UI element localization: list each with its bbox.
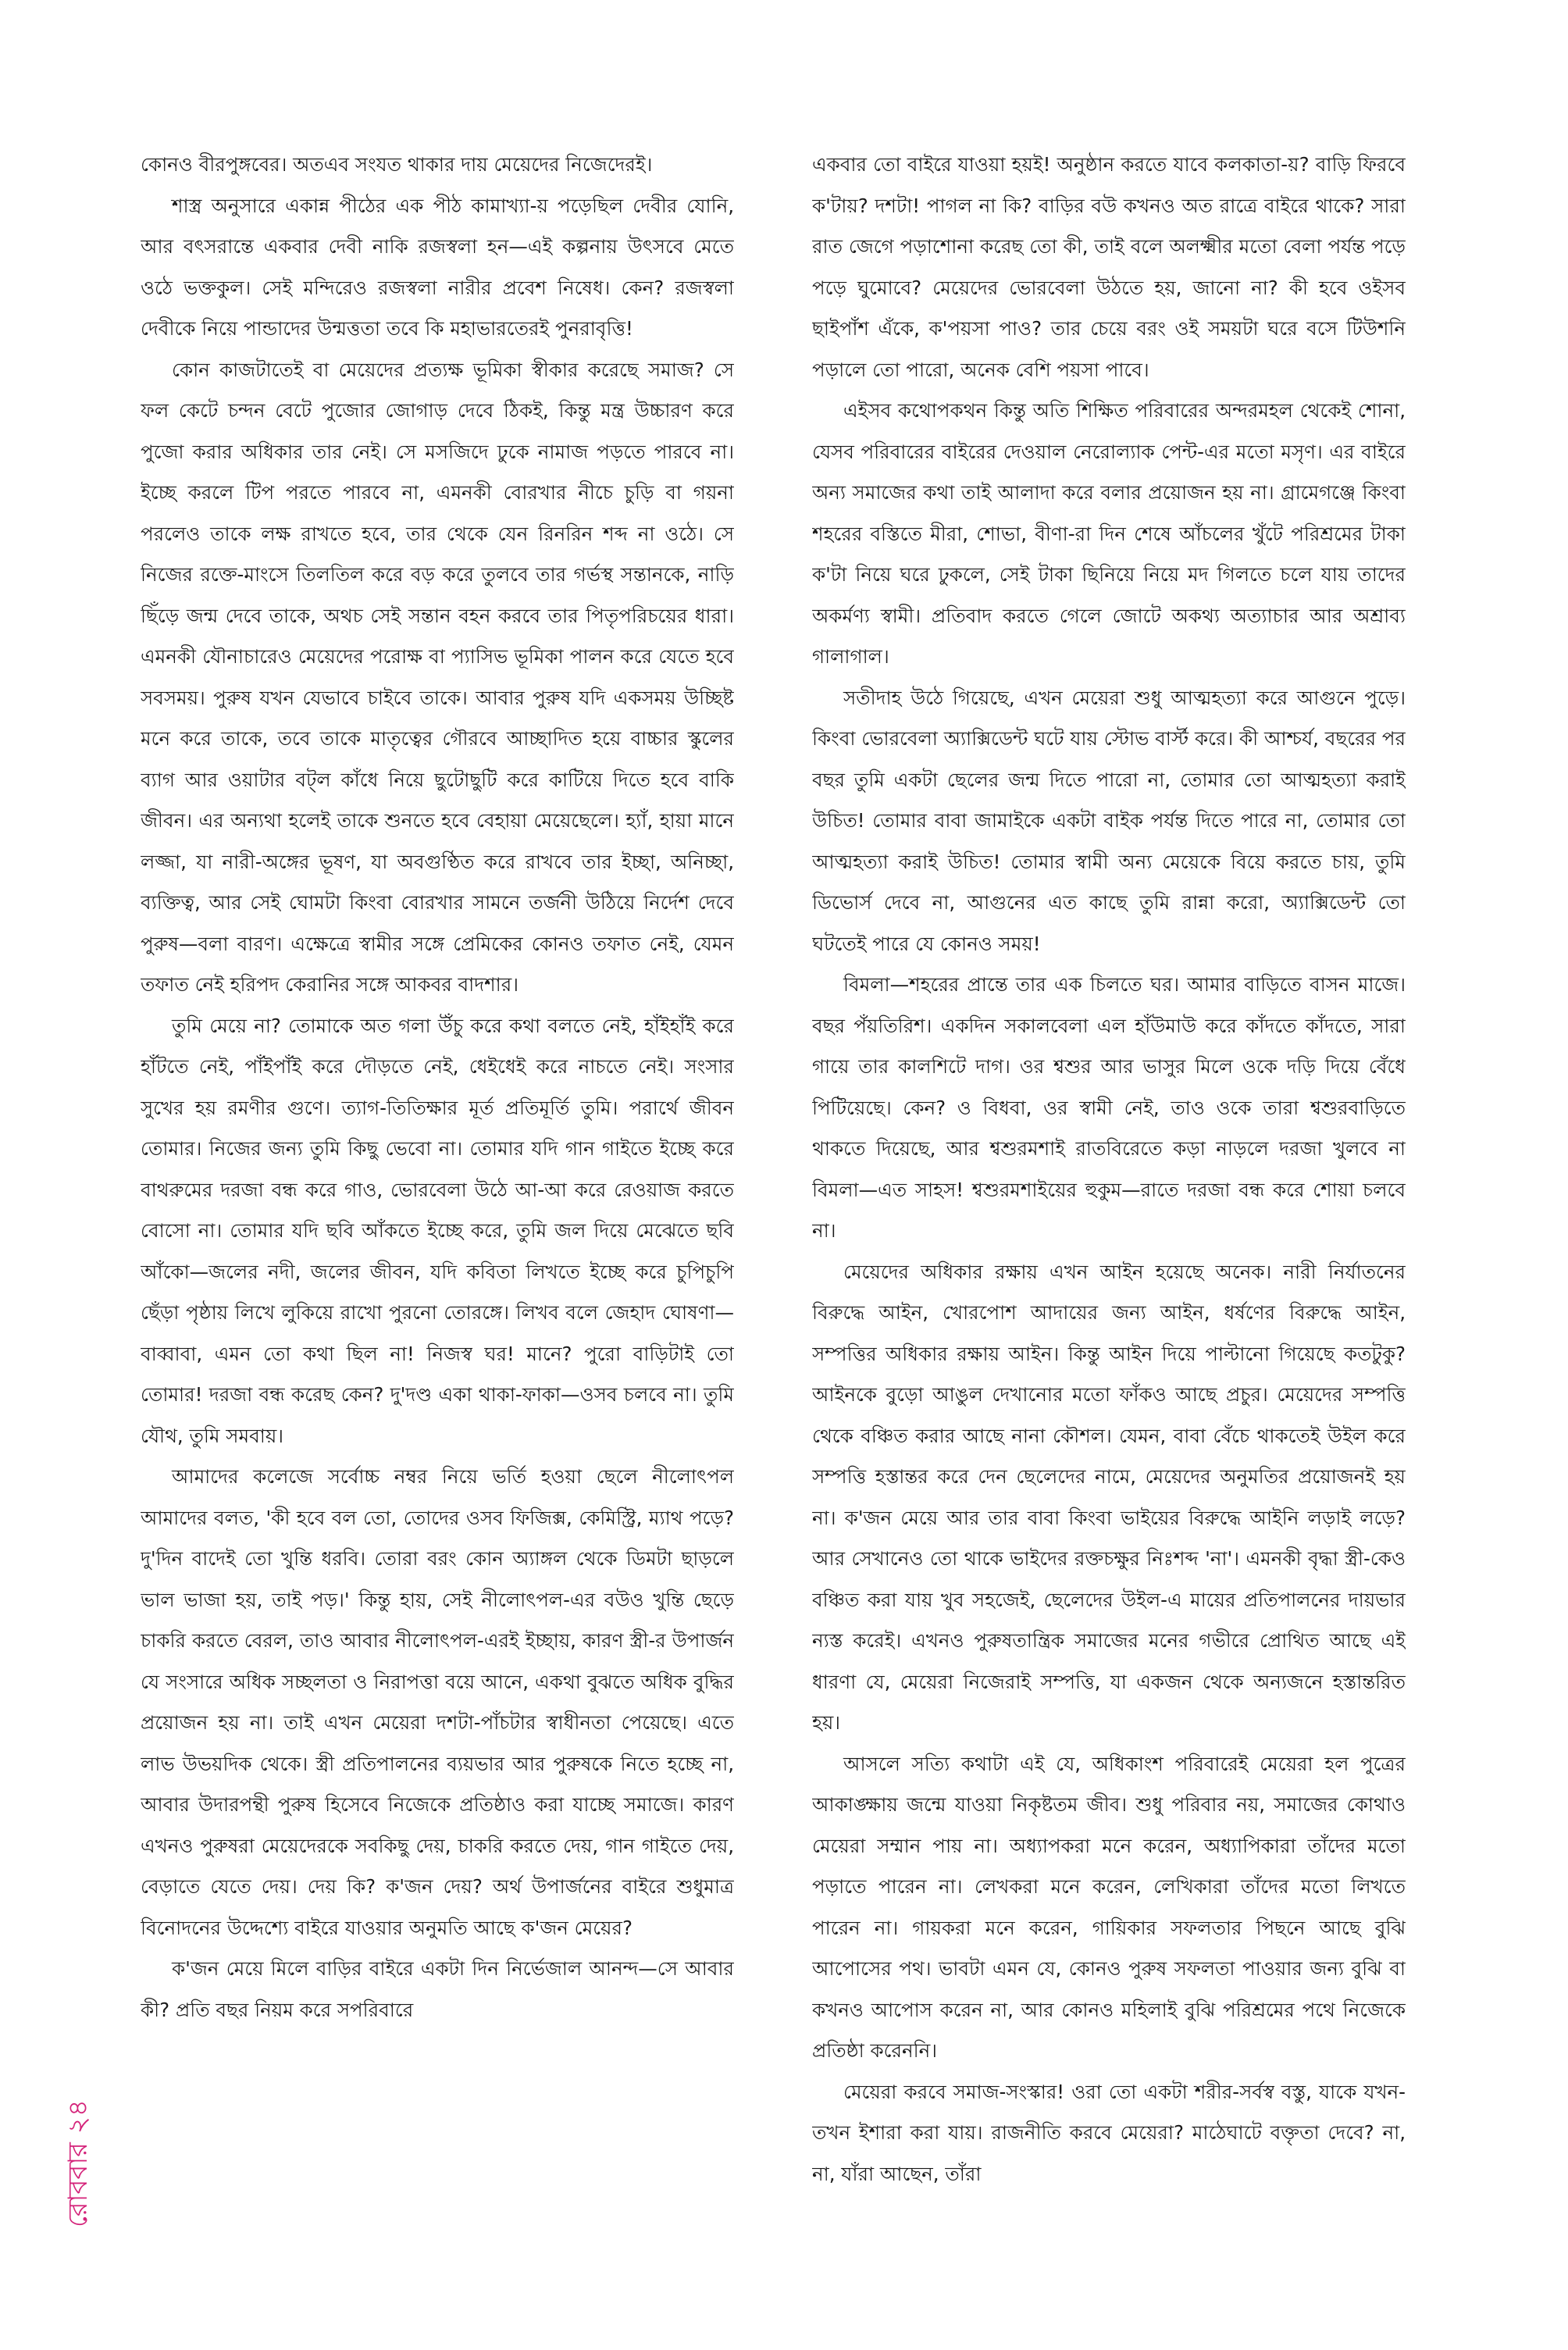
paragraph: মেয়েদের অধিকার রক্ষায় এখন আইন হয়েছে অনেক। নারী নির্যাতনের বিরুদ্ধে আইন, খোরপোশ আদায়ের জন্য আইন, ধর্ষণের বিরুদ্ধে আইন, সম্পত্তির অধিকার রক্ষায় আইন। কিন্তু আইন দিয়ে পাল্টানো গিয়েছে কতটুকু? আইনকে বুড়ো আঙুল দেখানোর মতো ফাঁকও আছে প্রচুর। মেয়েদের সম্পত্তি থেকে বঞ্চিত করার আছে নানা কৌশল। যেমন, বাবা বেঁচে থাকতেই উইল করে সম্পত্তি হস্তান্তর করে দেন ছেলেদের নামে, মেয়েদের অনুমতির প্রয়োজনই হয় না। ক'জন মেয়ে আর তার বাবা কিংবা ভাইয়ের বিরুদ্ধে আইনি লড়াই লড়ে? আর সেখানেও তো থাকে ভাইদের রক্তচক্ষুর নিঃশব্দ 'না'। এমনকী বৃদ্ধা স্ত্রী-কেও বঞ্চিত করা যায় খুব সহজেই, ছেলেদের উইল-এ মায়ের প্রতিপালনের দায়ভার ন্যস্ত করেই। এখনও পুরুষতান্ত্রিক সমাজের মনের গভীরে প্রোথিত আছে এই ধারণা যে, মেয়েরা নিজেরাই সম্পত্তি, যা একজন থেকে অন্যজনে হস্তান্তরিত হয়।	[812, 1260, 1406, 1734]
page-footer	[55, 2062, 102, 2265]
paragraph: শাস্ত্র অনুসারে একান্ন পীঠের এক পীঠ কামাখ্যা-য় পড়েছিল দেবীর যোনি, আর বৎসরান্তে একবার দেবী নাকি রজস্বলা হন—এই কল্পনায় উৎসবে মেতে ওঠে ভক্তকুল। সেই মন্দিরেও রজস্বলা নারীর প্রবেশ নিষেধ। কেন? রজস্বলা দেবীকে নিয়ে পান্ডাদের উন্মত্ততা তবে কি মহাভারতেরই পুনরাবৃত্তি!	[141, 194, 734, 340]
paragraph: ক'জন মেয়ে মিলে বাড়ির বাইরে একটা দিন নির্ভেজাল আনন্দ—সে আবার কী? প্রতি বছর নিয়ম করে সপরিবারে	[141, 1957, 734, 2021]
paragraph: আমাদের কলেজে সর্বোচ্চ নম্বর নিয়ে ভর্তি হওয়া ছেলে নীলোৎপল আমাদের বলত, 'কী হবে বল তো, তোদের ওসব ফিজিক্স, কেমিস্ট্রি, ম্যাথ পড়ে? দু'দিন বাদেই তো খুন্তি ধরবি। তোরা বরং কোন অ্যাঙ্গল থেকে ডিমটা ছাড়লে ভাল ভাজা হয়, তাই পড়।' কিন্তু হায়, সেই নীলোৎপল-এর বউও খুন্তি ছেড়ে চাকরি করতে বেরল, তাও আবার নীলোৎপল-এরই ইচ্ছায়, কারণ স্ত্রী-র উপার্জন যে সংসারে অধিক সচ্ছলতা ও নিরাপত্তা বয়ে আনে, একথা বুঝতে অধিক বুদ্ধির প্রয়োজন হয় না। তাই এখন মেয়েরা দশটা-পাঁচটার স্বাধীনতা পেয়েছে। এতে লাভ উভয়দিক থেকে। স্ত্রী প্রতিপালনের ব্যয়ভার আর পুরুষকে নিতে হচ্ছে না, আবার উদারপন্থী পুরুষ হিসেবে নিজেকে প্রতিষ্ঠাও করা যাচ্ছে সমাজে। কারণ এখনও পুরুষরা মেয়েদেরকে সবকিছু দেয়, চাকরি করতে দেয়, গান গাইতে দেয়, বেড়াতে যেতে দেয়। দেয় কি? ক'জন দেয়? অর্থ উপার্জনের বাইরে শুধুমাত্র বিনোদনের উদ্দেশ্যে বাইরে যাওয়ার অনুমতি আছে ক'জন মেয়ের?	[141, 1465, 734, 1939]
paragraph: মেয়েরা করবে সমাজ-সংস্কার! ওরা তো একটা শরীর-সর্বস্ব বস্তু, যাকে যখন-তখন ইশারা করা যায়। রাজনীতি করবে মেয়েরা? মাঠেঘাটে বক্তৃতা দেবে? না, না, যাঁরা আছেন, তাঁরা	[812, 2080, 1406, 2185]
paragraph: সতীদাহ উঠে গিয়েছে, এখন মেয়েরা শুধু আত্মহত্যা করে আগুনে পুড়ে। কিংবা ভোরবেলা অ্যাক্সিডেন্ট ঘটে যায় স্টোভ বার্স্ট করে। কী আশ্চর্য, বছরের পর বছর তুমি একটা ছেলের জন্ম দিতে পারো না, তোমার তো আত্মহত্যা করাই উচিত! তোমার বাবা জামাইকে একটা বাইক পর্যন্ত দিতে পারে না, তোমার তো আত্মহত্যা করাই উচিত! তোমার স্বামী অন্য মেয়েকে বিয়ে করতে চায়, তুমি ডিভোর্স দেবে না, আগুনের এত কাছে তুমি রান্না করো, অ্যাক্সিডেন্ট তো ঘটতেই পারে যে কোনও সময়!	[812, 686, 1406, 955]
paragraph: আসলে সত্যি কথাটা এই যে, অধিকাংশ পরিবারেই মেয়েরা হল পুত্রের আকাঙ্ক্ষায় জন্মে যাওয়া নিকৃষ্টতম জীব। শুধু পরিবার নয়, সমাজের কোথাও মেয়েরা সম্মান পায় না। অধ্যাপকরা মনে করেন, অধ্যাপিকারা তাঁদের মতো পড়াতে পারেন না। লেখকরা মনে করেন, লেখিকারা তাঁদের মতো লিখতে পারেন না। গায়করা মনে করেন, গায়িকার সফলতার পিছনে আছে বুঝি আপোসের পথ। ভাবটা এমন যে, কোনও পুরুষ সফলতা পাওয়ার জন্য বুঝি বা কখনও আপোস করেন না, আর কোনও মহিলাই বুঝি পরিশ্রমের পথে নিজেকে প্রতিষ্ঠা করেননি।	[812, 1752, 1406, 2062]
footer-label: রোববার ২৪	[62, 2099, 94, 2227]
paragraph: তুমি মেয়ে না? তোমাকে অত গলা উঁচু করে কথা বলতে নেই, হাঁইহাঁই করে হাঁটতে নেই, পাঁইপাঁই করে দৌড়তে নেই, ধেইধেই করে নাচতে নেই। সংসার সুখের হয় রমণীর গুণে। ত্যাগ-তিতিক্ষার মূর্ত প্রতিমূর্তি তুমি। পরার্থে জীবন তোমার। নিজের জন্য তুমি কিছু ভেবো না। তোমার যদি গান গাইতে ইচ্ছে করে বাথরুমের দরজা বন্ধ করে গাও, ভোরবেলা উঠে আ-আ করে রেওয়াজ করতে বোসো না। তোমার যদি ছবি আঁকতে ইচ্ছে করে, তুমি জল দিয়ে মেঝেতে ছবি আঁকো—জলের নদী, জলের জীবন, যদি কবিতা লিখতে ইচ্ছে করে চুপিচুপি ছেঁড়া পৃষ্ঠায় লিখে লুকিয়ে রাখো পুরনো তোরঙ্গে। লিখব বলে জেহাদ ঘোষণা—বাব্বাবা, এমন তো কথা ছিল না! নিজস্ব ঘর! মানে? পুরো বাড়িটাই তো তোমার! দরজা বন্ধ করেছ কেন? দু'দণ্ড একা থাকা-ফাকা—ওসব চলবে না। তুমি যৌথ, তুমি সমবায়।	[141, 1014, 734, 1447]
right-column	[812, 144, 1406, 2238]
paragraph: কোনও বীরপুঙ্গবের। অতএব সংযত থাকার দায় মেয়েদের নিজেদেরই।	[141, 153, 653, 176]
paragraph: কোন কাজটাতেই বা মেয়েদের প্রত্যক্ষ ভূমিকা স্বীকার করেছে সমাজ? সে ফল কেটে চন্দন বেটে পুজোর জোগাড় দেবে ঠিকই, কিন্তু মন্ত্র উচ্চারণ করে পুজো করার অধিকার তার নেই। সে মসজিদে ঢুকে নামাজ পড়তে পারবে না। ইচ্ছে করলে টিপ পরতে পারবে না, এমনকী বোরখার নীচে চুড়ি বা গয়না পরলেও তাকে লক্ষ রাখতে হবে, তার থেকে যেন রিনরিন শব্দ না ওঠে। সে নিজের রক্তে-মাংসে তিলতিল করে বড় করে তুলবে তার গর্ভস্থ সন্তানকে, নাড়ি ছিঁড়ে জন্ম দেবে তাকে, অথচ সেই সন্তান বহন করবে তার পিতৃপরিচয়ের ধারা। এমনকী যৌনাচারেও মেয়েদের পরোক্ষ বা প্যাসিভ ভূমিকা পালন করে যেতে হবে সবসময়। পুরুষ যখন যেভাবে চাইবে তাকে। আবার পুরুষ যদি একসময় উচ্ছিষ্ট মনে করে তাকে, তবে তাকে মাতৃত্বের গৌরবে আচ্ছাদিত হয়ে বাচ্চার স্কুলের ব্যাগ আর ওয়াটার বট্‌ল কাঁধে নিয়ে ছুটোছুটি করে কাটিয়ে দিতে হবে বাকি জীবন। এর অন্যথা হলেই তাকে শুনতে হবে বেহায়া মেয়েছেলে। হ্যাঁ, হায়া মানে লজ্জা, যা নারী-অঙ্গের ভূষণ, যা অবগুণ্ঠিত করে রাখবে তার ইচ্ছা, অনিচ্ছা, ব্যক্তিত্ব, আর সেই ঘোমটা কিংবা বোরখার সামনে তর্জনী উঠিয়ে নির্দেশ দেবে পুরুষ—বলা বারণ। এক্ষেত্রে স্বামীর সঙ্গে প্রেমিকের কোনও তফাত নেই, যেমন তফাত নেই হরিপদ কেরানির সঙ্গে আকবর বাদশার।	[141, 358, 734, 996]
paragraph: বিমলা—শহরের প্রান্তে তার এক চিলতে ঘর। আমার বাড়িতে বাসন মাজে। বছর পঁয়তিরিশ। একদিন সকালবেলা এল হাঁউমাউ করে কাঁদতে কাঁদতে, সারা গায়ে তার কালশিটে দাগ। ওর শ্বশুর আর ভাসুর মিলে ওকে দড়ি দিয়ে বেঁধে পিটিয়েছে। কেন? ও বিধবা, ওর স্বামী নেই, তাও ওকে তারা শ্বশুরবাড়িতে থাকতে দিয়েছে, আর শ্বশুরমশাই রাতবিরেতে কড়া নাড়লে দরজা খুলবে না বিমলা—এত সাহস! শ্বশুরমশাইয়ের হুকুম—রাতে দরজা বন্ধ করে শোয়া চলবে না।	[812, 973, 1406, 1242]
paragraph: এইসব কথোপকথন কিন্তু অতি শিক্ষিত পরিবারের অন্দরমহল থেকেই শোনা, যেসব পরিবারের বাইরের দেওয়াল নেরোল্যাক পেন্ট-এর মতো মসৃণ। এর বাইরে অন্য সমাজের কথা তাই আলাদা করে বলার প্রয়োজন হয় না। গ্রামেগঞ্জে কিংবা শহরের বস্তিতে মীরা, শোভা, বীণা-রা দিন শেষে আঁচলের খুঁটে পরিশ্রমের টাকা ক'টা নিয়ে ঘরে ঢুকলে, সেই টাকা ছিনিয়ে নিয়ে মদ গিলতে চলে যায় তাদের অকর্মণ্য স্বামী। প্রতিবাদ করতে গেলে জোটে অকথ্য অত্যাচার আর অশ্রাব্য গালাগাল।	[812, 399, 1406, 668]
left-column	[141, 144, 734, 2238]
paragraph: একবার তো বাইরে যাওয়া হয়ই! অনুষ্ঠান করতে যাবে কলকাতা-য়? বাড়ি ফিরবে ক'টায়? দশটা! পাগল না কি? বাড়ির বউ কখনও অত রাত্রে বাইরে থাকে? সারা রাত জেগে পড়াশোনা করেছ তো কী, তাই বলে অলক্ষ্মীর মতো বেলা পর্যন্ত পড়ে পড়ে ঘুমোবে? মেয়েদের ভোরবেলা উঠতে হয়, জানো না? কী হবে ওইসব ছাইপাঁশ এঁকে, ক'পয়সা পাও? তার চেয়ে বরং ওই সময়টা ঘরে বসে টিউশনি পড়ালে তো পারো, অনেক বেশি পয়সা পাবে।	[812, 153, 1406, 381]
